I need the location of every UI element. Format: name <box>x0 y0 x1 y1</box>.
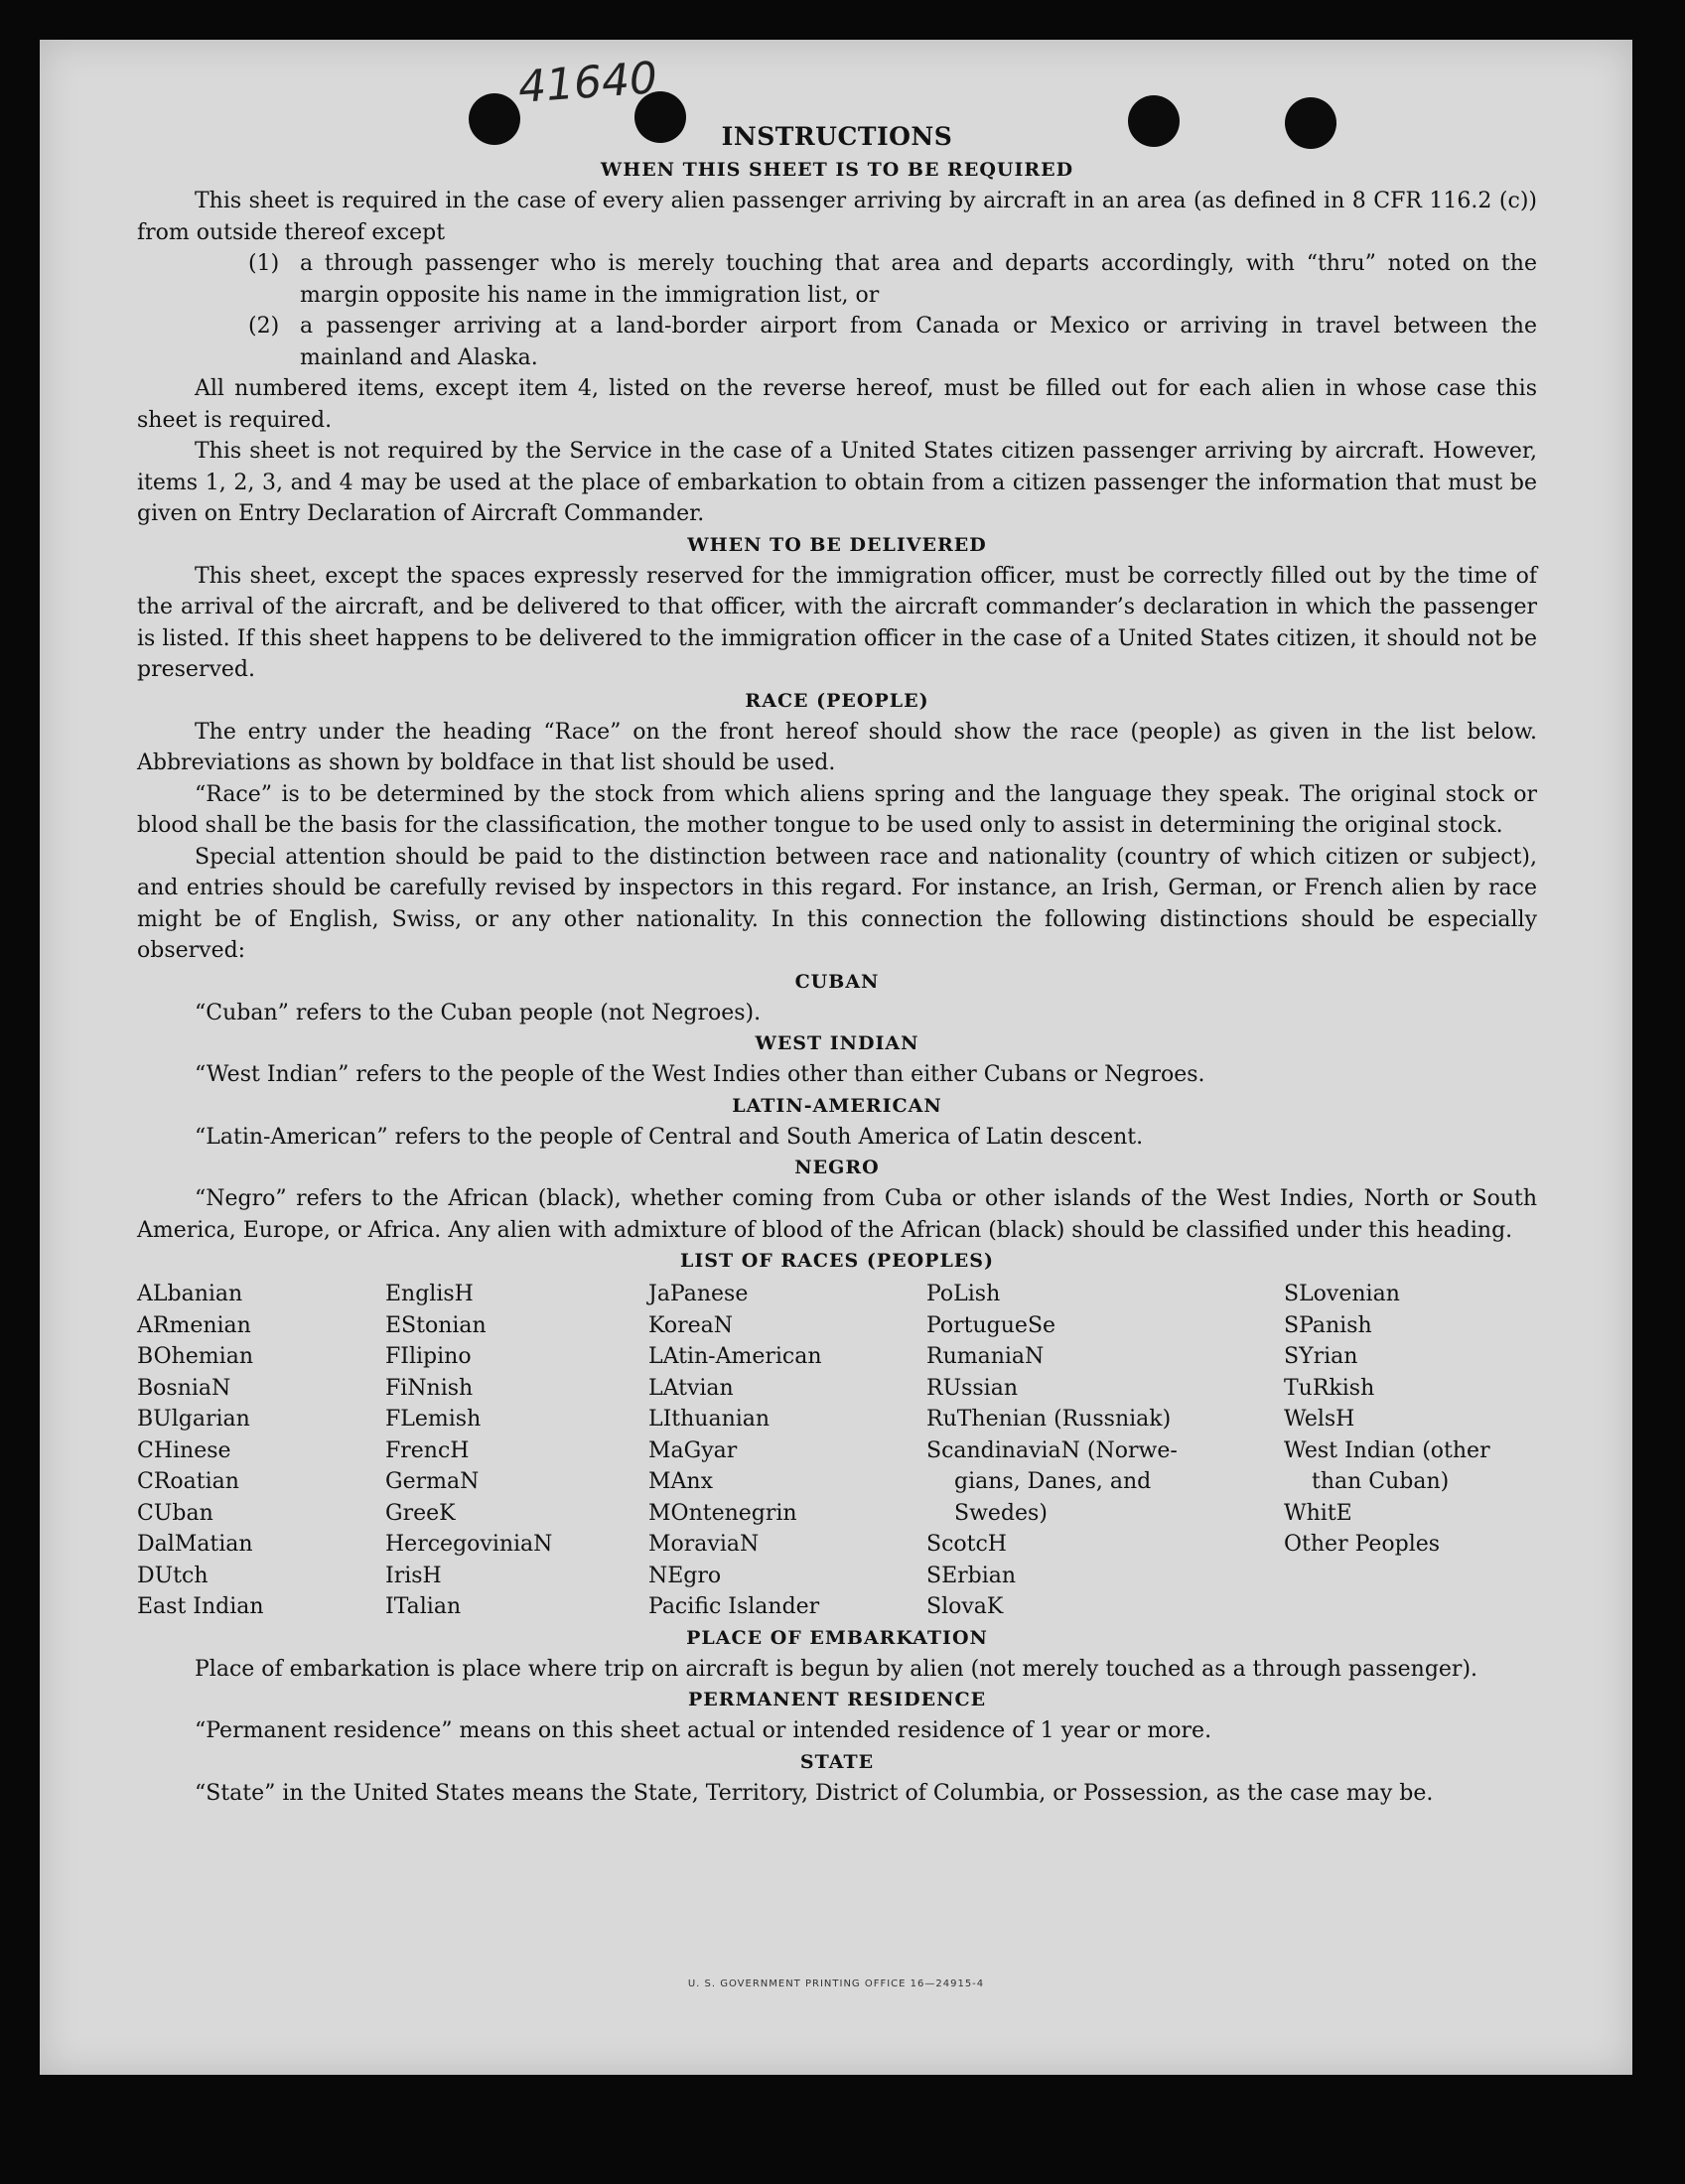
race-list-item: ScotcH <box>926 1532 1007 1557</box>
race-list-item: WhitE <box>1284 1500 1352 1526</box>
paragraph: “Permanent residence” means on this sheet actual or intended residence of 1 year or more. <box>195 1718 1212 1743</box>
race-list-item: SErbian <box>926 1563 1017 1588</box>
race-list-item: RumaniaN <box>926 1344 1045 1369</box>
race-list-item: FrencH <box>385 1437 470 1463</box>
race-list-item: JaPanese <box>648 1282 749 1306</box>
race-list-item: LAtin-American <box>648 1344 822 1369</box>
heading-permanent-residence: PERMANENT RESIDENCE <box>687 1689 987 1710</box>
race-list-item: TuRkish <box>1284 1375 1375 1401</box>
handwritten-number: 41640 <box>516 53 659 113</box>
item-text: a through passenger who is merely touching that area and departs accordingly, with “thru” noted on the margin opposite his name in the immigration list, or <box>300 251 1537 308</box>
numbered-item <box>137 248 1537 311</box>
race-list-item: ITalian <box>385 1594 462 1619</box>
race-list-item: LIthuanian <box>648 1407 771 1432</box>
paragraph: “Negro” refers to the African (black), whether coming from Cuba or other islands of the West Indies, North or South America, Europe, or Africa. Any alien with admixture of blood of the African (black) should be classified under this heading. <box>137 1186 1537 1243</box>
race-list-column <box>1284 1279 1537 1623</box>
race-list-column <box>137 1279 385 1623</box>
paragraph: This sheet is required in the case of every alien passenger arriving by aircraft in an area (as defined in 8 CFR 116.2 (c)) from outside thereof except <box>137 189 1537 245</box>
race-list-item: than Cuban) <box>1312 1469 1450 1494</box>
race-list-item: CUban <box>137 1500 213 1526</box>
race-list-item: FiNnish <box>385 1375 474 1401</box>
race-list-item: HercegoviniaN <box>385 1532 553 1557</box>
race-list-column <box>385 1279 648 1623</box>
race-list-item: LAtvian <box>648 1375 734 1401</box>
printer-imprint: U. S. GOVERNMENT PRINTING OFFICE 16—24915-4 <box>687 1979 985 1989</box>
race-list-item: FLemish <box>385 1407 482 1432</box>
race-list-item: IrisH <box>385 1563 442 1588</box>
paragraph: “State” in the United States means the State, Territory, District of Columbia, or Possession, as the case may be. <box>195 1780 1434 1806</box>
heading-race: RACE (PEOPLE) <box>745 689 929 712</box>
paragraph: “Latin-American” refers to the people of Central and South America of Latin descent. <box>195 1124 1144 1150</box>
race-list-item: MoraviaN <box>648 1532 760 1557</box>
race-list-item: DUtch <box>137 1563 209 1588</box>
heading-state: STATE <box>799 1750 875 1773</box>
document-sheet <box>40 40 1632 2075</box>
paragraph: The entry under the heading “Race” on the front hereof should show the race (people) as given in the list below. Abbreviations as shown by boldface in that list should be used. <box>137 719 1537 775</box>
race-list-item: FIlipino <box>385 1344 472 1369</box>
race-list-item: Pacific Islander <box>648 1594 820 1619</box>
paragraph: Special attention should be paid to the distinction between race and nationality (country of which citizen or subject), and entries should be carefully revised by inspectors in this regard. For instance, an Irish, German, or French alien by race might be of English, Swiss, or any other nationality. In this connection the following distinctions should be especially observed: <box>137 844 1537 963</box>
race-list-item: EStonian <box>385 1312 487 1338</box>
race-list-item: EnglisH <box>385 1282 474 1306</box>
race-list-item: DalMatian <box>137 1532 253 1557</box>
race-list-item: MOntenegrin <box>648 1500 797 1526</box>
race-list-item: West Indian (other <box>1284 1437 1490 1463</box>
instructions-content <box>137 119 1537 1809</box>
race-list-table <box>137 1279 1537 1623</box>
race-list-item: SPanish <box>1284 1312 1372 1338</box>
race-list-item: CHinese <box>137 1437 231 1463</box>
heading-negro: NEGRO <box>794 1157 880 1178</box>
race-list-item: NEgro <box>648 1563 722 1588</box>
heading-cuban: CUBAN <box>794 970 880 993</box>
race-list-item: PoLish <box>926 1282 1001 1306</box>
race-list-item: MAnx <box>648 1469 713 1494</box>
paragraph: This sheet is not required by the Service in the case of a United States citizen passenger arriving by aircraft. However, items 1, 2, 3, and 4 may be used at the place of embarkation to obtain from a citizen passenger the information that must be given on Entry Declaration of Aircraft Commander. <box>137 439 1537 526</box>
race-list-item: PortugueSe <box>926 1312 1056 1338</box>
race-list-item: East Indian <box>137 1594 264 1619</box>
race-list-item: GreeK <box>385 1500 456 1526</box>
race-list-item: BUlgarian <box>137 1407 250 1432</box>
race-list-item: ScandinaviaN (Norwe- <box>926 1437 1178 1463</box>
heading-embarkation: PLACE OF EMBARKATION <box>686 1626 988 1649</box>
race-list-column <box>926 1279 1284 1623</box>
race-list-item: MaGyar <box>648 1437 738 1463</box>
item-number: (2) <box>248 314 280 339</box>
heading-latin-american: LATIN-AMERICAN <box>732 1094 942 1117</box>
race-list-item: SlovaK <box>926 1594 1004 1619</box>
race-list-item: KoreaN <box>648 1312 733 1338</box>
paragraph: “Cuban” refers to the Cuban people (not Negroes). <box>195 1000 762 1025</box>
race-list-column <box>648 1279 926 1623</box>
race-list-item: RuThenian (Russniak) <box>926 1407 1172 1432</box>
heading-when-required: WHEN THIS SHEET IS TO BE REQUIRED <box>600 159 1074 181</box>
numbered-item <box>137 311 1537 373</box>
race-list-item: CRoatian <box>137 1469 239 1494</box>
paragraph: All numbered items, except item 4, listed on the reverse hereof, must be filled out for each alien in whose case this sheet is required. <box>137 376 1537 433</box>
race-list-item: SLovenian <box>1284 1282 1400 1306</box>
race-list-item: GermaN <box>385 1469 480 1494</box>
race-list-item: RUssian <box>926 1375 1019 1401</box>
race-list-item: Swedes) <box>954 1500 1048 1526</box>
item-text: a passenger arriving at a land-border airport from Canada or Mexico or arriving in travel between the mainland and Alaska. <box>300 314 1537 370</box>
race-list-item: BOhemian <box>137 1344 253 1369</box>
race-list-item: Other Peoples <box>1284 1532 1441 1557</box>
race-list-item: ARmenian <box>137 1312 251 1338</box>
race-list-item: ALbanian <box>137 1282 243 1306</box>
race-list-item: gians, Danes, and <box>954 1469 1152 1494</box>
race-list-item: SYrian <box>1284 1344 1358 1369</box>
paragraph: This sheet, except the spaces expressly reserved for the immigration officer, must be correctly filled out by the time of the arrival of the aircraft, and be delivered to that officer, with the aircraft commander’s declaration in which the passenger is listed. If this sheet happens to be delivered to the immigration officer in the case of a United States citizen, it should not be preserved. <box>137 563 1537 682</box>
page-title: INSTRUCTIONS <box>721 122 953 151</box>
race-list-item: WelsH <box>1284 1407 1355 1432</box>
paragraph: “Race” is to be determined by the stock from which aliens spring and the language they speak. The original stock or blood shall be the basis for the classification, the mother tongue to be used only to assist in determining the original stock. <box>137 781 1537 838</box>
heading-list-of-races: LIST OF RACES (PEOPLES) <box>680 1250 994 1272</box>
heading-when-delivered: WHEN TO BE DELIVERED <box>687 533 987 556</box>
race-list-item: BosniaN <box>137 1375 231 1401</box>
paragraph: Place of embarkation is place where trip on aircraft is begun by alien (not merely touched as a through passenger). <box>195 1656 1478 1682</box>
paragraph: “West Indian” refers to the people of the West Indies other than either Cubans or Negroes. <box>195 1062 1205 1087</box>
heading-west-indian: WEST INDIAN <box>755 1032 919 1054</box>
item-number: (1) <box>248 251 280 276</box>
